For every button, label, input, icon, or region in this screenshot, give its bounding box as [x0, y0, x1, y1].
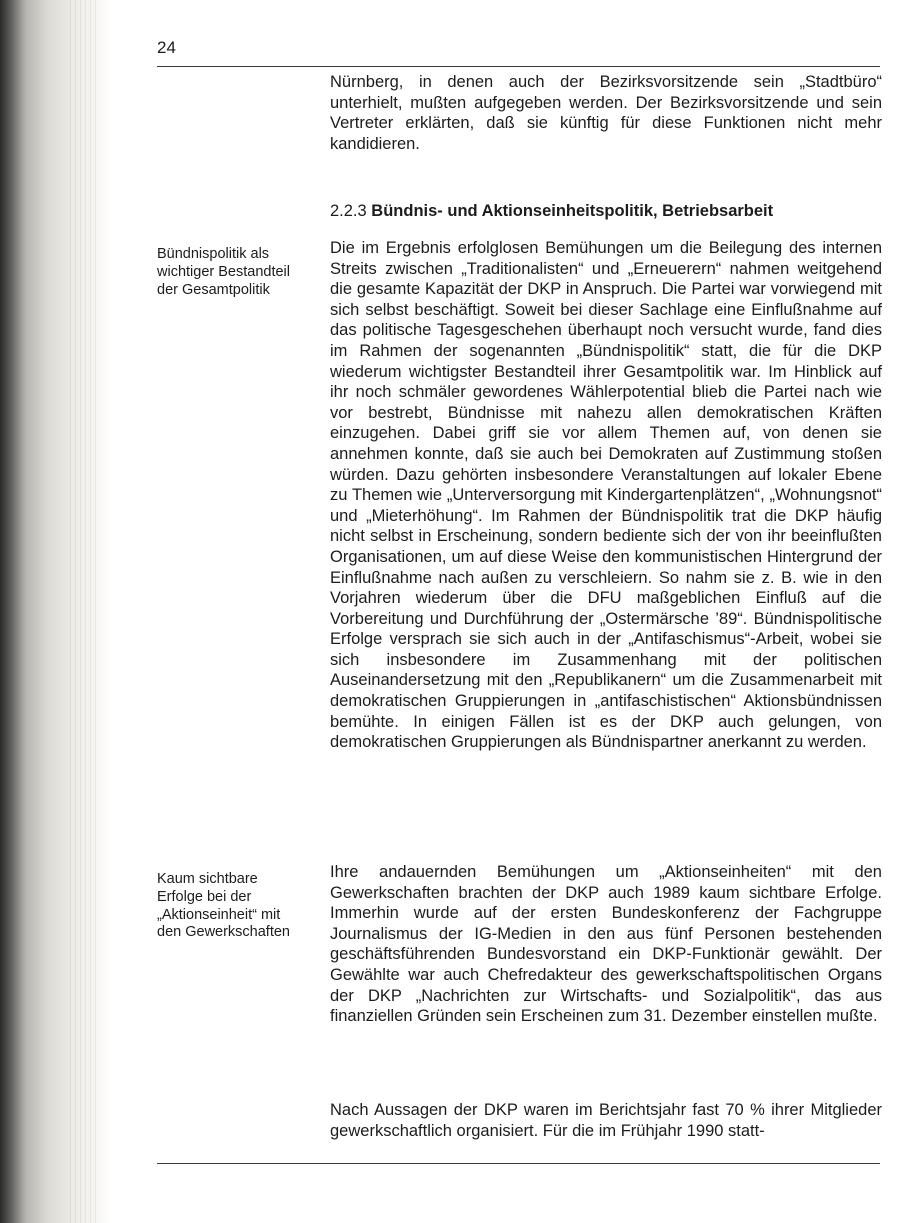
footer-rule — [157, 1163, 880, 1164]
paragraph-gewerkschaft: Nach Aussagen der DKP waren im Berichtsjahr fast 70 % ihrer Mitglieder gewerkschaftlich organisiert. Für die im Frühjahr 1990 statt- — [330, 1101, 882, 1140]
page-edge-lines — [70, 0, 100, 1223]
margin-note-aktionseinheit: Kaum sichtbare Erfolge bei der „Aktionseinheit“ mit den Gewerkschaften — [157, 871, 290, 941]
section-title: Bündnis- und Aktionseinheitspolitik, Betriebsarbeit — [371, 202, 774, 220]
section-number: 2.2.3 — [330, 202, 367, 220]
header-rule — [157, 66, 880, 67]
section-heading — [330, 202, 773, 221]
paragraph-buendnispolitik: Die im Ergebnis erfolglosen Bemühungen um die Beilegung des internen Streits zwischen „Traditionalisten“ und „Erneuerern“ nahmen weitgehend die gesamte Kapazität der DKP in Anspruch. Die Partei war vorwiegend mit sich selbst beschäftigt. Soweit bei dieser Sachlage eine Einflußnahme auf das politische Tagesgeschehen überhaupt noch versucht wurde, fand dies im Rahmen der sogenannten „Bündnispolitik“ statt, die für die DKP wiederum wichtigster Bestandteil ihrer Gesamtpolitik war. Im Hinblick auf ihr noch schmäler gewordenes Wählerpotential blieb die Partei nach wie vor bestrebt, Bündnisse mit nahezu allen demokratischen Kräften einzugehen. Dabei griff sie vor allem Themen auf, von denen sie annehmen konnte, daß sie auch bei Demokraten auf Zustimmung stoßen würden. Dazu gehörten insbesondere Veranstaltungen auf lokaler Ebene zu Themen wie „Unterversorgung mit Kindergartenplätzen“, „Wohnungsnot“ und „Mieterhöhung“. Im Rahmen der Bündnispolitik trat die DKP häufig nicht selbst in Erscheinung, sondern bediente sich der von ihr beeinflußten Organisationen, um auf diese Weise den kommunistischen Hintergrund der Einflußnahme nach außen zu verschleiern. So nahm sie z. B. wie in den Vorjahren wiederum über die DFU maßgeblichen Einfluß auf die Vorbereitung und Durchführung der „Ostermärsche ’89“. Bündnispolitische Erfolge versprach sie sich auch in der „Antifaschismus“-Arbeit, wobei sie sich insbesondere im Zusammenhang mit der politischen Auseinandersetzung mit den „Republikanern“ um die Zusammenarbeit mit demokratischen Gruppierungen in „antifaschistischen“ Aktionsbündnissen bemühte. In einigen Fällen ist es der DKP auch gelungen, von demokratischen Gruppierungen als Bündnispartner anerkannt zu werden. — [330, 239, 882, 752]
paragraph-aktionseinheit: Ihre andauernden Bemühungen um „Aktionseinheiten“ mit den Gewerkschaften brachten der DKP auch 1989 kaum sichtbare Erfolge. Immerhin wurde auf der ersten Bundeskonferenz der Fachgruppe Journalismus der IG-Medien in den aus fünf Personen bestehenden geschäftsführenden Bundesvorstand ein DKP-Funktionär gewählt. Der Gewählte war auch Chefredakteur des gewerkschaftspolitischen Organs der DKP „Nachrichten zur Wirtschafts- und Sozialpolitik“, das aus finanziellen Gründen sein Erscheinen zum 31. Dezember einstellen mußte. — [330, 863, 882, 1026]
intro-paragraph: Nürnberg, in denen auch der Bezirksvorsitzende sein „Stadtbüro“ unterhielt, mußten aufgegeben werden. Der Bezirksvorsitzende und sein Vertreter erklärten, daß sie künftig für diese Funktionen nicht mehr kandidieren. — [330, 73, 882, 153]
book-binding-shadow — [0, 0, 112, 1223]
margin-note-buendnispolitik: Bündnispolitik als wichtiger Bestandteil der Gesamtpolitik — [157, 246, 290, 298]
page-number: 24 — [157, 38, 176, 57]
